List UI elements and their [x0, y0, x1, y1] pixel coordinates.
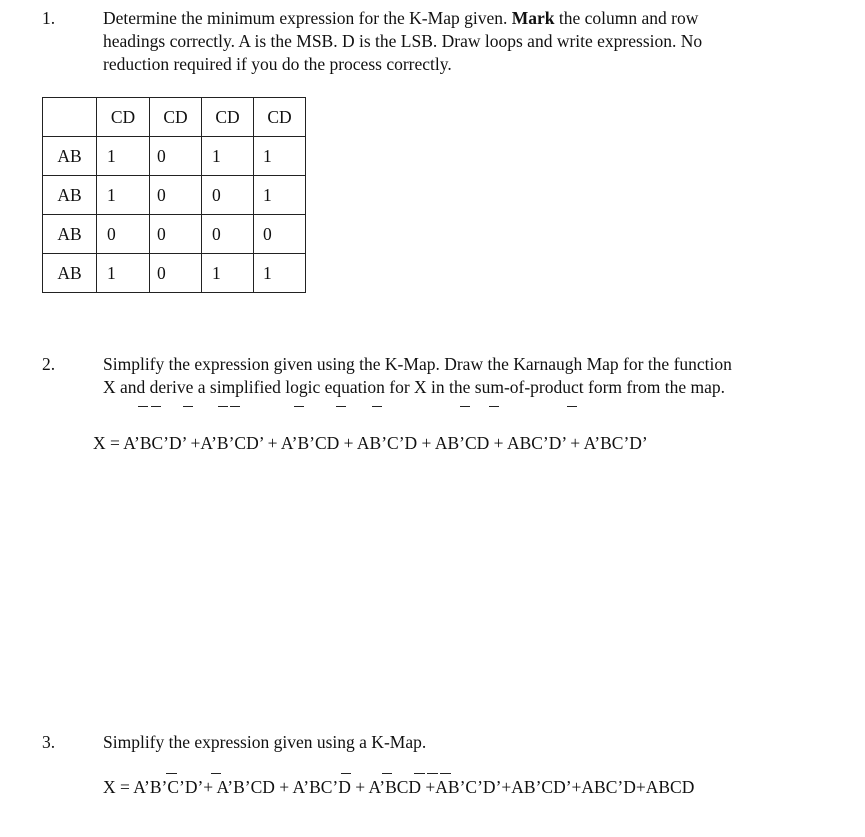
overbar-mark — [211, 773, 221, 774]
kmap-cell: 1 — [254, 176, 306, 215]
overbar-mark — [440, 773, 451, 774]
overbar-mark — [138, 406, 148, 407]
overbar-mark — [294, 406, 304, 407]
kmap-row-header: AB — [43, 137, 97, 176]
overbar-mark — [414, 773, 425, 774]
q1-number: 1. — [42, 8, 56, 28]
kmap-cell: 0 — [150, 176, 202, 215]
kmap-corner-cell — [43, 98, 97, 137]
q2-number: 2. — [42, 354, 56, 374]
kmap-cell: 1 — [97, 137, 150, 176]
kmap-cell: 0 — [202, 176, 254, 215]
q1-line-3: reduction required if you do the process correctly. — [103, 54, 452, 74]
kmap-row — [43, 176, 306, 215]
kmap-cell: 1 — [254, 254, 306, 293]
q3-equation: X = A’B’C’D’+ A’B’CD + A’BC’D + A’BCD +AB’C’D’+AB’CD’+ABC’D+ABCD — [103, 777, 695, 797]
kmap-cell: 0 — [254, 215, 306, 254]
kmap-table — [42, 97, 306, 293]
overbar-mark — [567, 406, 577, 407]
overbar-mark — [166, 773, 177, 774]
q1-line-1-bold: Mark — [511, 8, 555, 28]
overbar-mark — [460, 406, 470, 407]
overbar-mark — [336, 406, 346, 407]
overbar-mark — [372, 406, 382, 407]
kmap-col-header: CD — [254, 98, 306, 137]
overbar-mark — [382, 773, 392, 774]
q1-line-1-post: the column and row — [554, 8, 699, 28]
q3-line-1: Simplify the expression given using a K-Map. — [103, 732, 427, 752]
kmap-row-header: AB — [43, 254, 97, 293]
kmap-cell: 1 — [97, 254, 150, 293]
q2-equation: X = A’BC’D’ +A’B’CD’ + A’B’CD + AB’C’D + AB’CD + ABC’D’ + A’BC’D’ — [93, 433, 648, 453]
kmap-row-header: AB — [43, 176, 97, 215]
q1-line-1-pre: Determine the minimum expression for the K-Map given. — [103, 8, 512, 28]
kmap-row — [43, 137, 306, 176]
kmap-col-header: CD — [202, 98, 254, 137]
q1-line-2: headings correctly. A is the MSB. D is the LSB. Draw loops and write expression. No — [103, 31, 703, 51]
overbar-mark — [218, 406, 228, 407]
overbar-mark — [183, 406, 193, 407]
q1-text — [103, 7, 702, 76]
kmap-cell: 1 — [254, 137, 306, 176]
kmap-row — [43, 254, 306, 293]
kmap-row — [43, 215, 306, 254]
kmap-header-row — [43, 98, 306, 137]
kmap-cell: 0 — [202, 215, 254, 254]
overbar-mark — [151, 406, 161, 407]
kmap-cell: 0 — [150, 254, 202, 293]
kmap-cell: 0 — [97, 215, 150, 254]
q2-line-1: Simplify the expression given using the K-Map. Draw the Karnaugh Map for the function — [103, 354, 732, 374]
q2-text — [103, 353, 732, 399]
kmap-cell: 1 — [97, 176, 150, 215]
q3-number: 3. — [42, 732, 56, 752]
overbar-mark — [341, 773, 351, 774]
kmap-row-header: AB — [43, 215, 97, 254]
kmap-cell: 0 — [150, 215, 202, 254]
q1-line-1 — [103, 7, 702, 30]
kmap-cell: 0 — [150, 137, 202, 176]
kmap-col-header: CD — [97, 98, 150, 137]
overbar-mark — [230, 406, 240, 407]
overbar-mark — [489, 406, 499, 407]
overbar-mark — [427, 773, 438, 774]
kmap-col-header: CD — [150, 98, 202, 137]
kmap-cell: 1 — [202, 254, 254, 293]
kmap-cell: 1 — [202, 137, 254, 176]
q2-line-2: X and derive a simplified logic equation for X in the sum-of-product form from the map. — [103, 377, 726, 397]
